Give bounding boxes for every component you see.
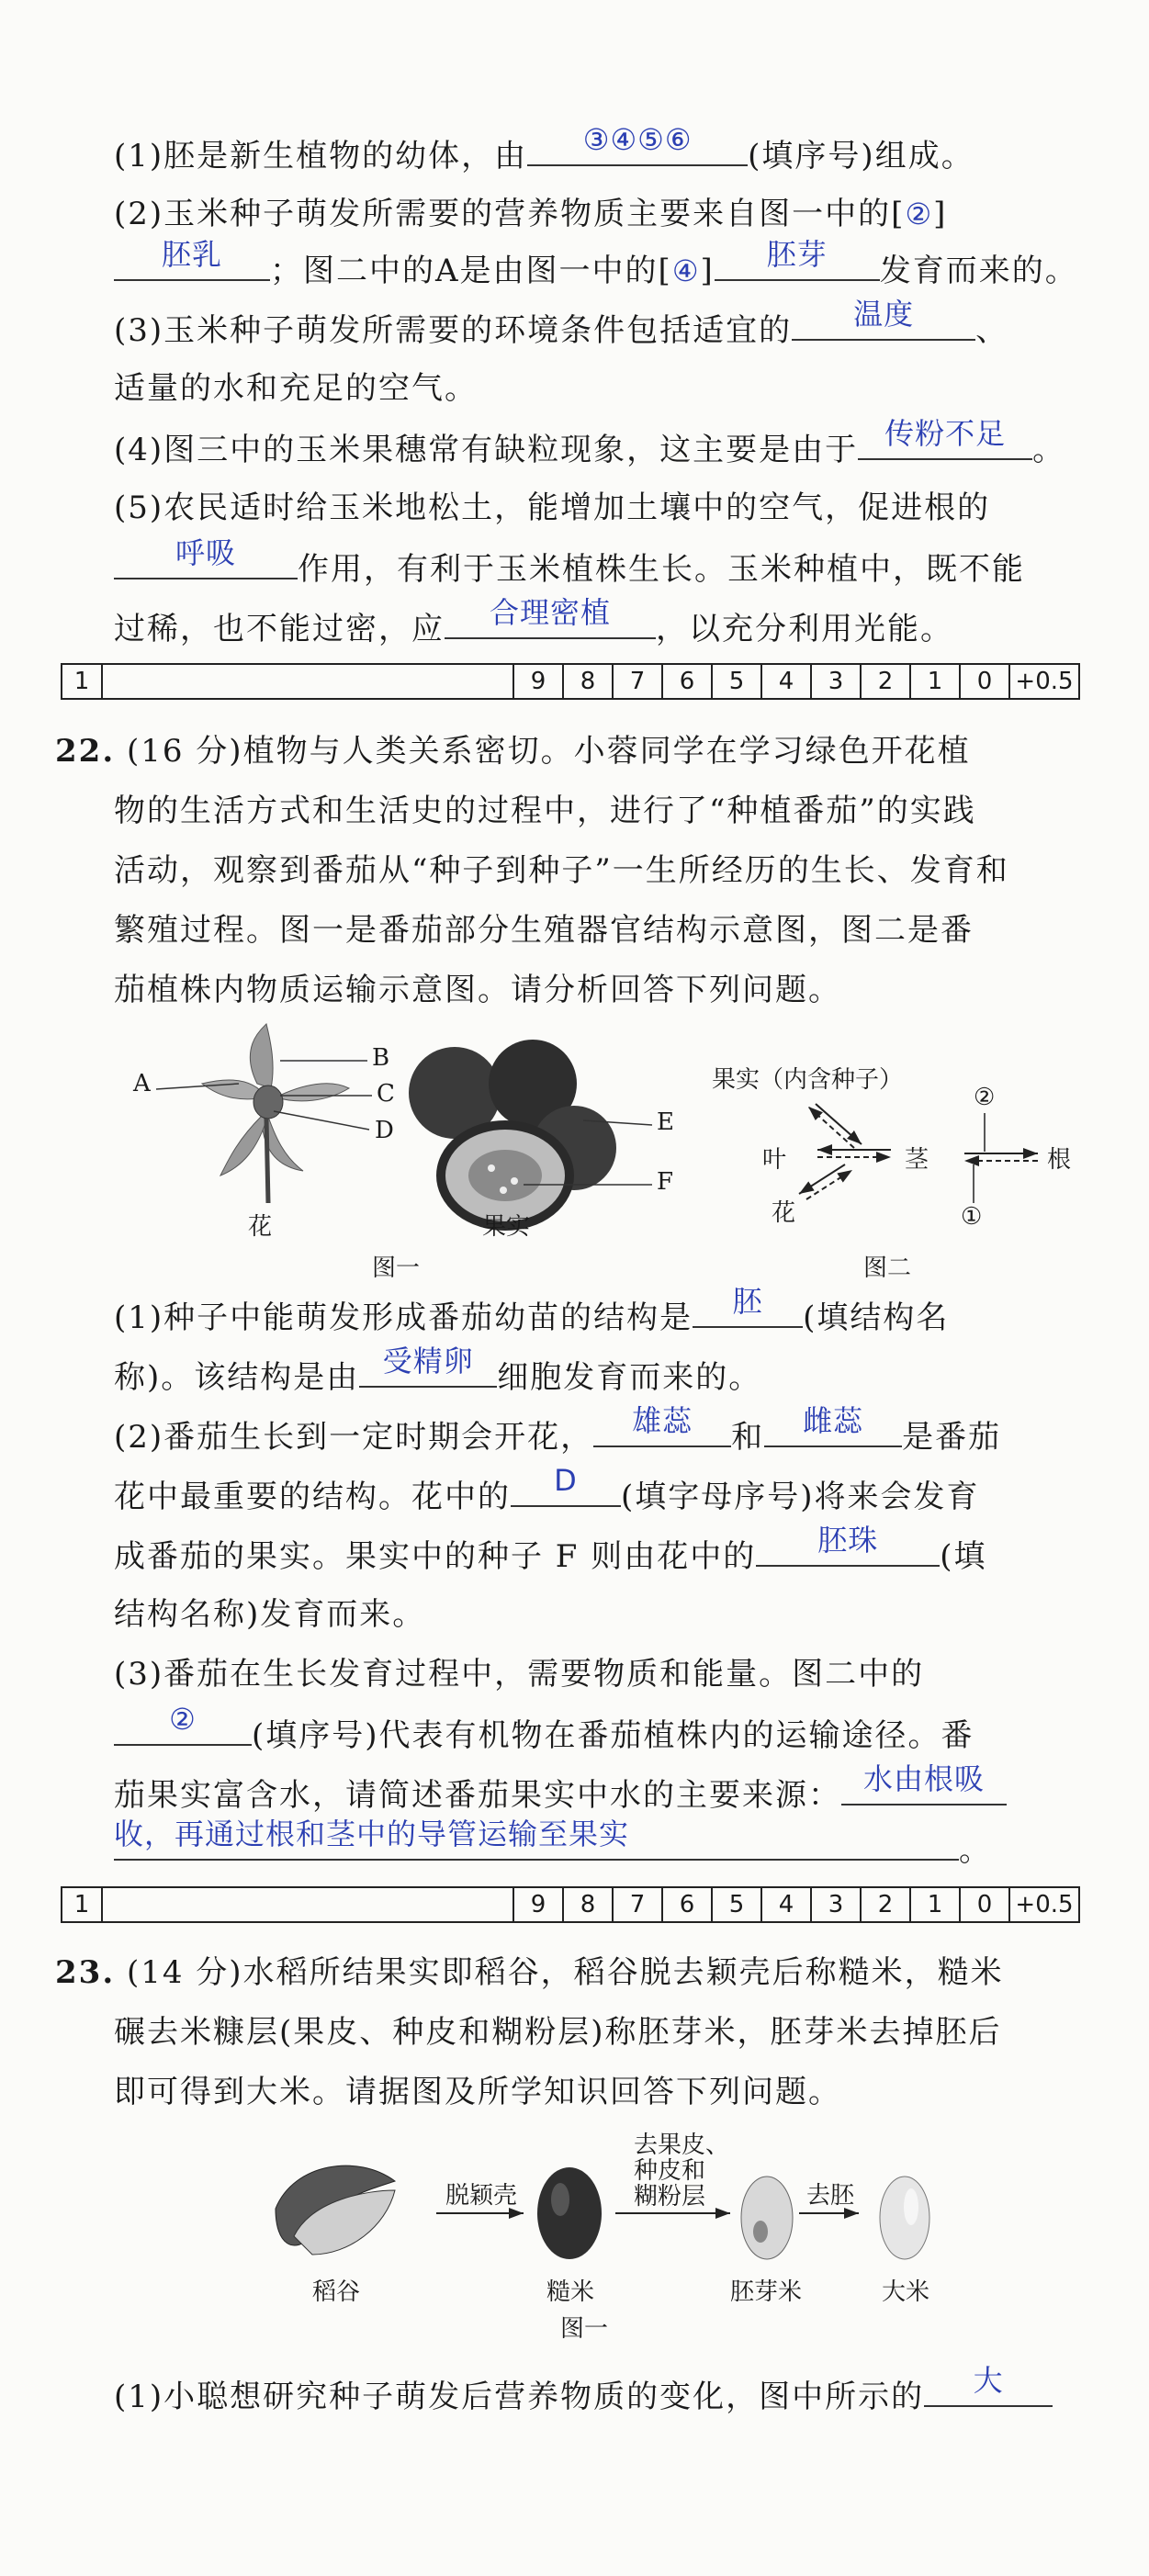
handwritten-answer: 胚 [732, 1284, 763, 1319]
handwritten-answer: 雌蕊 [803, 1403, 864, 1438]
q23-intro-3: 即可得到大米。请据图及所学知识回答下列问题。 [114, 2074, 841, 2110]
q22-part3-cont: ② (填序号)代表有机物在番茄植株内的运输途径。番 [114, 1713, 1085, 1757]
answer-blank[interactable] [792, 297, 975, 341]
handwritten-answer: 温度 [853, 297, 915, 332]
label-d: D [375, 1117, 394, 1144]
q21-part1: (1)胚是新生植物的幼体，由 ③④⑤⑥ (填序号)组成。 [114, 133, 1085, 177]
handwritten-answer: 收，再通过根和茎中的导管运输至果实 [114, 1817, 630, 1851]
germ-rice-label: 胚芽米 [730, 2278, 803, 2306]
q22-intro-5: 茄植株内物质运输示意图。请分析回答下列问题。 [114, 972, 841, 1008]
leaf-node: 叶 [762, 1146, 787, 1174]
score-cell[interactable]: 1 [73, 668, 90, 695]
answer-blank[interactable] [527, 122, 748, 166]
step-remove-bran-3: 糊粉层 [634, 2183, 706, 2210]
score-cell[interactable]: 2 [860, 1888, 909, 1921]
answer-blank[interactable] [715, 237, 880, 281]
score-cell[interactable]: 1 [909, 665, 959, 698]
score-cell[interactable]: 3 [810, 1888, 860, 1921]
q21-part5: (5)农民适时给玉米地松土，能增加土壤中的空气，促进根的 [114, 489, 991, 526]
root-node: 根 [1047, 1146, 1072, 1174]
handwritten-answer: 传粉不足 [884, 416, 1007, 451]
score-cell[interactable]: 8 [562, 665, 612, 698]
step-remove-bran-2: 种皮和 [634, 2157, 706, 2185]
handwritten-answer: ③④⑤⑥ [582, 122, 693, 157]
answer-blank[interactable] [858, 416, 1032, 460]
flower-drawing [156, 1024, 372, 1203]
handwritten-answer: 胚珠 [817, 1523, 879, 1558]
q21-part4: (4)图三中的玉米果穗常有缺粒现象，这主要是由于 传粉不足 。 [114, 427, 1085, 471]
score-cell[interactable]: +0.5 [1008, 1888, 1078, 1921]
score-cell[interactable]: 7 [612, 1888, 661, 1921]
figure-2-transport-diagram [707, 1056, 1093, 1286]
stem-node: 茎 [905, 1146, 929, 1174]
q22-intro-2: 物的生活方式和生活史的过程中，进行了“种植番茄”的实践 [114, 793, 976, 829]
answer-blank[interactable] [841, 1761, 1007, 1805]
q22-part3: (3)番茄在生长发育过程中，需要物质和能量。图二中的 [114, 1656, 925, 1693]
fruit-node: 果实（内含种子） [712, 1066, 904, 1094]
q22-intro: 22. (16 分)植物与人类关系密切。小蓉同学在学习绿色开花植 [55, 733, 971, 770]
score-cell[interactable]: 7 [612, 665, 661, 698]
tomato-drawing [409, 1040, 652, 1226]
q22-part3-cont3: 收，再通过根和茎中的导管运输至果实 。 [114, 1828, 1085, 1872]
flower-and-fruit-illustration [129, 1010, 698, 1286]
score-cell[interactable]: 5 [711, 665, 760, 698]
brown-rice-label: 糙米 [546, 2278, 595, 2306]
score-cell[interactable]: 4 [760, 665, 810, 698]
score-cell[interactable]: 5 [711, 1888, 760, 1921]
answer-blank[interactable] [359, 1344, 497, 1388]
q22-part1-cont: 称)。该结构是由 受精卵 细胞发育而来的。 [114, 1355, 1085, 1399]
score-cell[interactable]: 6 [661, 665, 711, 698]
q21-part3: (3)玉米种子萌发所需要的环境条件包括适宜的 温度 、 [114, 308, 1085, 352]
score-cell[interactable]: 4 [760, 1888, 810, 1921]
handwritten-answer: ④ [671, 253, 701, 288]
step-remove-husk: 脱颖壳 [445, 2182, 518, 2210]
answer-blank[interactable] [756, 1523, 940, 1567]
score-cell[interactable]: 8 [562, 1888, 612, 1921]
q22-part2-cont3: 结构名称)发育而来。 [114, 1596, 426, 1633]
handwritten-answer: ② [905, 197, 934, 231]
answer-blank[interactable] [511, 1463, 621, 1507]
q22-intro-4: 繁殖过程。图一是番茄部分生殖器官结构示意图，图二是番 [114, 912, 974, 949]
score-cell[interactable]: +0.5 [1008, 665, 1078, 698]
step-remove-germ: 去胚 [806, 2182, 855, 2210]
score-cell[interactable]: 1 [73, 1891, 90, 1918]
handwritten-answer: 胚乳 [161, 237, 222, 272]
handwritten-answer: 合理密植 [489, 595, 611, 630]
germ-rice-drawing [741, 2177, 793, 2259]
answer-blank[interactable] [114, 535, 298, 579]
handwritten-answer: 呼吸 [175, 535, 236, 570]
score-bar [61, 1886, 1080, 1923]
figure-rice-processing [257, 2126, 955, 2365]
q22-part1: (1)种子中能萌发形成番茄幼苗的结构是 胚 (填结构名 [114, 1295, 1085, 1339]
label-a: A [133, 1070, 151, 1097]
flower-caption: 花 [248, 1213, 273, 1241]
q21-part5-cont: 呼吸 作用，有利于玉米植株生长。玉米种植中，既不能 [114, 546, 1085, 591]
score-cell[interactable]: 9 [513, 665, 562, 698]
brown-rice-drawing [537, 2167, 602, 2259]
score-cell[interactable]: 6 [661, 1888, 711, 1921]
handwritten-answer: 雄蕊 [632, 1403, 693, 1438]
score-cell[interactable]: 9 [513, 1888, 562, 1921]
q22-part2: (2)番茄生长到一定时期会开花， 雄蕊 和 雌蕊 是番茄 [114, 1414, 1085, 1458]
q23-intro-2: 碾去米糠层(果皮、种皮和糊粉层)称胚芽米，胚芽米去掉胚后 [114, 2014, 1002, 2051]
step-remove-bran-1: 去果皮、 [634, 2132, 730, 2159]
score-blank-cell [101, 1888, 513, 1921]
score-cell[interactable]: 0 [959, 665, 1008, 698]
handwritten-answer: 受精卵 [382, 1344, 474, 1378]
rice-husk-drawing [276, 2165, 395, 2255]
answer-blank[interactable] [924, 2363, 1053, 2407]
path-1-label: ① [961, 1203, 983, 1231]
q21-part5-cont2: 过稀，也不能过密，应 合理密植 ，以充分利用光能。 [114, 606, 1085, 650]
score-cell[interactable]: 2 [860, 665, 909, 698]
white-rice-label: 大米 [882, 2278, 930, 2306]
score-bar [61, 663, 1080, 700]
q21-part3-cont: 适量的水和充足的空气。 [114, 370, 478, 407]
q21-part2-cont: 胚乳 ；图二中的A是由图一中的[④] 胚芽 发育而来的。 [114, 248, 1085, 292]
q22-part3-cont2: 茄果实富含水，请简述番茄果实中水的主要来源： 水由根吸 [114, 1772, 1085, 1817]
handwritten-answer: 胚芽 [766, 237, 828, 272]
q22-part2-cont: 花中最重要的结构。花中的 D (填字母序号)将来会发育 [114, 1474, 1085, 1518]
path-2-label: ② [974, 1084, 996, 1111]
score-cell[interactable]: 0 [959, 1888, 1008, 1921]
score-cell[interactable]: 1 [909, 1888, 959, 1921]
score-cell[interactable]: 3 [810, 665, 860, 698]
answer-blank[interactable] [114, 1702, 252, 1746]
handwritten-answer: 大 [973, 2363, 1004, 2398]
figure-caption: 图一 [560, 2315, 609, 2343]
answer-blank[interactable] [114, 1817, 959, 1861]
rice-husk-label: 稻谷 [312, 2278, 361, 2306]
answer-blank[interactable] [764, 1403, 902, 1447]
handwritten-answer: D [554, 1463, 578, 1498]
q22-part2-cont2: 成番茄的果实。果实中的种子 F 则由花中的 胚珠 (填 [114, 1534, 1085, 1578]
question-number: 22. [55, 733, 116, 770]
label-b: B [372, 1044, 390, 1072]
figure-1-flower-and-fruit [129, 1010, 698, 1286]
figure-2-caption: 图二 [863, 1254, 912, 1282]
q21-part2: (2)玉米种子萌发所需要的营养物质主要来自图一中的[②] [114, 196, 948, 232]
handwritten-answer: 水由根吸 [862, 1761, 985, 1796]
answer-blank[interactable] [693, 1284, 803, 1328]
answer-blank[interactable] [114, 237, 270, 281]
question-number: 23. [55, 1954, 116, 1991]
label-c: C [377, 1080, 395, 1108]
answer-blank[interactable] [593, 1403, 731, 1447]
white-rice-drawing [880, 2177, 929, 2259]
figure-1-caption: 图一 [372, 1254, 421, 1282]
answer-blank[interactable] [445, 595, 656, 639]
q23-intro: 23. (14 分)水稻所结果实即稻谷，稻谷脱去颖壳后称糙米，糙米 [55, 1954, 1004, 1991]
q23-part1: (1)小聪想研究种子萌发后营养物质的变化，图中所示的 大 [114, 2374, 1085, 2418]
score-blank-cell [101, 665, 513, 698]
flower-node: 花 [772, 1199, 796, 1227]
q22-intro-3: 活动，观察到番茄从“种子到种子”一生所经历的生长、发育和 [114, 852, 1009, 889]
label-e: E [657, 1108, 674, 1136]
label-f: F [657, 1168, 674, 1196]
handwritten-answer: ② [169, 1702, 197, 1737]
fruit-caption: 果实 [482, 1213, 531, 1241]
